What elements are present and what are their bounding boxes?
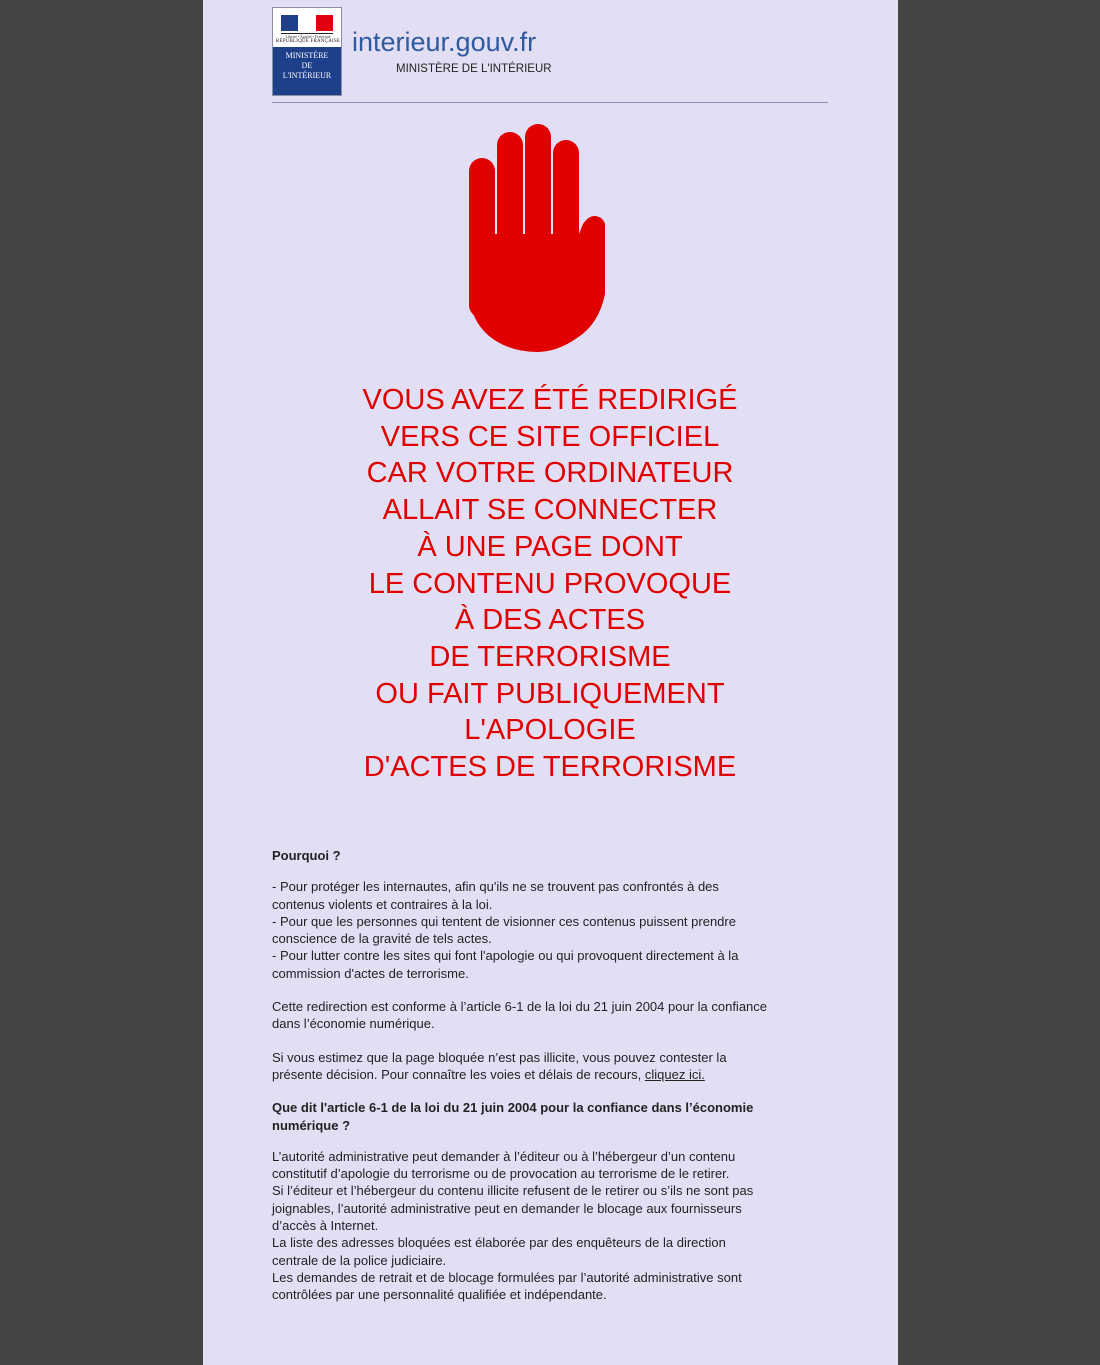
why-line: - Pour que les personnes qui tentent de visionner ces contenus puissent prendre	[272, 913, 736, 929]
header-divider	[272, 102, 828, 103]
article-line: d’accès à Internet.	[272, 1218, 379, 1234]
stop-hand-icon	[469, 124, 605, 352]
logo-ministry-line: L'INTÉRIEUR	[282, 71, 332, 80]
why-title: Pourquoi ?	[272, 848, 341, 863]
article-title-line: numérique ?	[272, 1117, 351, 1133]
conformity-line: Cette redirection est conforme à l’article 6-1 de la loi du 21 juin 2004 pour la confiance	[272, 999, 768, 1015]
warning-line: D'ACTES DE TERRORISME	[363, 751, 737, 784]
warning-line: À UNE PAGE DONT	[417, 530, 683, 563]
article-title-line: Que dit l'article 6-1 de la loi du 21 juin 2004 pour la confiance dans l’économie	[272, 1100, 754, 1116]
article-title	[272, 1099, 828, 1134]
article-line: centrale de la police judiciaire.	[272, 1252, 447, 1268]
contest-paragraph	[272, 1049, 828, 1084]
why-line: - Pour lutter contre les sites qui font l'apologie ou qui provoquent directement à la	[272, 948, 739, 964]
why-line: contenus violents et contraires à la loi.	[272, 896, 493, 912]
article-line: Les demandes de retrait et de blocage formulées par l’autorité administrative sont	[272, 1269, 742, 1285]
conformity-line: dans l’économie numérique.	[272, 1016, 435, 1032]
logo-republic-label: RÉPUBLIQUE FRANÇAISE	[275, 39, 341, 44]
conformity-paragraph	[272, 998, 828, 1033]
article-line: constitutif d’apologie du terrorisme ou de provocation au terrorisme de le retirer.	[272, 1166, 730, 1182]
contest-line: présente décision. Pour connaître les voies et délais de recours,	[272, 1066, 645, 1082]
warning-line: OU FAIT PUBLIQUEMENT	[375, 677, 725, 710]
why-line: commission d'actes de terrorisme.	[272, 965, 469, 981]
article-paragraph	[272, 1148, 828, 1304]
article-line: contrôlées par une personnalité qualifiée et indépendante.	[272, 1287, 607, 1303]
explanation-section	[272, 847, 828, 1320]
warning-line: ALLAIT SE CONNECTER	[382, 494, 718, 527]
warning-line: L'APOLOGIE	[464, 714, 636, 747]
warning-line: CAR VOTRE ORDINATEUR	[366, 457, 734, 490]
header	[272, 7, 828, 103]
why-paragraph	[272, 878, 828, 982]
french-flag-icon	[281, 15, 333, 31]
article-line: L’autorité administrative peut demander à l’éditeur ou à l’hébergeur d’un contenu	[272, 1148, 736, 1164]
warning-line: VERS CE SITE OFFICIEL	[380, 420, 720, 453]
article-line: La liste des adresses bloquées est élaborée par des enquêteurs de la direction	[272, 1235, 726, 1251]
page-container	[203, 0, 898, 1365]
contest-line: Si vous estimez que la page bloquée n’est pas illicite, vous pouvez contester la	[272, 1049, 727, 1065]
warning-line: LE CONTENU PROVOQUE	[368, 567, 732, 600]
recourse-link[interactable]: cliquez ici.	[644, 1066, 705, 1082]
government-logo[interactable]	[272, 7, 342, 96]
warning-line: VOUS AVEZ ÉTÉ REDIRIGÉ	[362, 384, 738, 416]
logo-ministry-line: MINISTÈRE	[285, 51, 329, 60]
why-line: - Pour protéger les internautes, afin qu'ils ne se trouvent pas confrontés à des	[272, 879, 719, 895]
article-line: joignables, l’autorité administrative peut en demander le blocage aux fournisseurs	[272, 1200, 742, 1216]
logo-ministry-line: DE	[301, 61, 313, 70]
warning-line: DE TERRORISME	[429, 640, 671, 673]
warning-message	[272, 382, 828, 786]
warning-line: À DES ACTES	[454, 604, 646, 637]
logo-ministry-block	[273, 47, 341, 95]
site-name-link[interactable]: interieur.gouv.fr	[352, 27, 537, 57]
ministry-subtitle: MINISTÈRE DE L'INTÉRIEUR	[396, 63, 552, 75]
why-line: conscience de la gravité de tels actes.	[272, 931, 492, 947]
article-line: Si l’éditeur et l’hébergeur du contenu illicite refusent de le retirer ou s’ils ne sont pas	[272, 1183, 754, 1199]
logo-motto: Liberté • Égalité • Fraternité	[285, 34, 331, 39]
